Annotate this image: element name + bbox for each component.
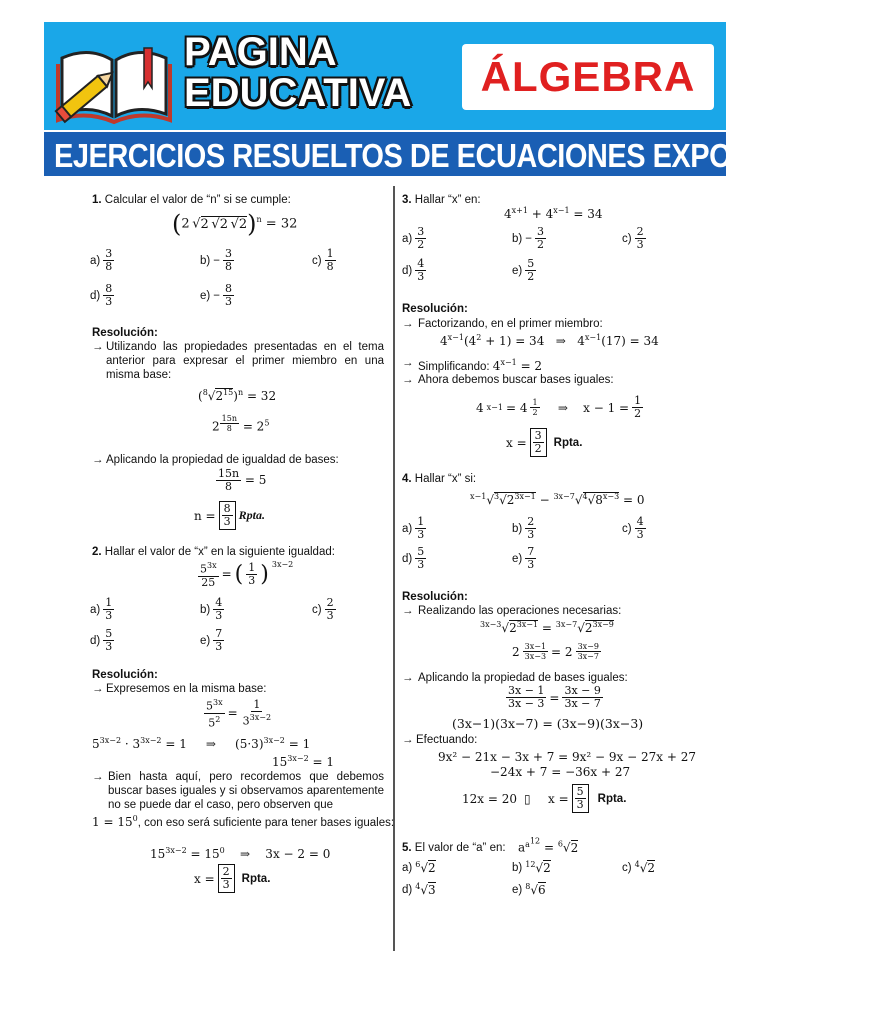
option-root-index: 8 xyxy=(525,882,531,891)
option-numerator: 3 xyxy=(536,225,544,238)
option-numerator: 3 xyxy=(417,225,425,238)
problem-5-option-d: d) $^4$√3 xyxy=(402,882,436,897)
problem-1-answer xyxy=(194,501,265,530)
option-label: c) xyxy=(622,522,632,535)
problem-4-text: Hallar “x” si: xyxy=(414,473,477,485)
problem-3-statement xyxy=(402,193,481,207)
option-numerator: 1 xyxy=(326,247,334,260)
problem-1-step-1: Utilizando las propiedades presentadas en el tema anterior para expresar el primer miembro en una misma base: xyxy=(106,341,384,381)
brand-line-1: PAGINA xyxy=(184,30,337,74)
problem-2-option-a xyxy=(90,597,114,622)
option-denominator: 3 xyxy=(417,558,425,571)
problem-3-eq-2: 4 x−1 = 4 $\frac{1}{2}$ ⇒ x − 1 = $\frac{1}{2}$ xyxy=(476,394,642,420)
option-numerator: 8 xyxy=(105,282,113,295)
brand-line-2: EDUCATIVA xyxy=(184,71,412,115)
problem-2-step-2b: , con eso será suficiente para tener bases iguales: xyxy=(137,817,395,829)
option-numerator: 4 xyxy=(215,596,223,609)
option-label: b) xyxy=(512,861,523,874)
problem-2-option-d xyxy=(90,628,114,653)
option-label: b) xyxy=(200,603,211,616)
problem-4-eq-7: 12x = 20 xyxy=(462,792,517,806)
problem-5-number: 5. xyxy=(402,842,412,854)
problem-5-equation: $a^{a^{12}} = ^6√2$ xyxy=(518,836,579,855)
option-numerator: 8 xyxy=(224,282,232,295)
problem-2-step-2-cont: $1 = 15^0$, con eso será suficiente para tener bases iguales: xyxy=(92,814,395,829)
option-root-index: 6 xyxy=(415,860,421,869)
option-root-index: 12 xyxy=(525,860,536,869)
problem-4-eq-5: 9x² − 21x − 3x + 7 = 9x² − 9x − 27x + 27 xyxy=(438,750,696,764)
problem-5-text: El valor de “a” en: xyxy=(414,842,506,854)
option-denominator: 8 xyxy=(105,260,113,273)
option-denominator: 3 xyxy=(417,270,425,283)
problem-3-option-c xyxy=(622,226,646,251)
option-denominator: 3 xyxy=(326,609,334,622)
option-denominator: 3 xyxy=(636,528,644,541)
problem-1-option-a xyxy=(90,248,114,273)
option-label: c) xyxy=(312,254,322,267)
answer-rpta-label: Rpta. xyxy=(238,508,265,522)
problem-3-option-a xyxy=(402,226,426,251)
problem-1-eq-exponents-rhs: = 5 xyxy=(244,473,267,487)
option-label: c) xyxy=(622,232,632,245)
option-sign: − xyxy=(213,254,220,267)
option-label: a) xyxy=(90,603,101,616)
option-denominator: 3 xyxy=(636,238,644,251)
problem-4-equation: $^{x-1}√^3√2^{3x-1} - ^{3x-7}√^4√8^{x-3} = 0$ xyxy=(470,492,645,507)
option-sign: − xyxy=(525,232,532,245)
problem-3-answer xyxy=(506,428,582,457)
option-denominator: 3 xyxy=(224,295,232,308)
problem-2-resolution-heading: Resolución: xyxy=(92,669,158,681)
option-label: b) xyxy=(512,232,523,245)
option-label: e) xyxy=(512,552,523,565)
option-denominator: 2 xyxy=(527,270,535,283)
problem-3-option-d xyxy=(402,258,426,283)
problem-1-option-c xyxy=(312,248,336,273)
arrow-icon: → xyxy=(92,341,104,353)
answer-denominator: 3 xyxy=(223,515,231,528)
problem-1-eq-exponents: $\frac{15n}{8}$ = 5 xyxy=(218,467,267,493)
answer-denominator: 2 xyxy=(534,442,542,455)
problem-4-number: 4. xyxy=(402,473,412,485)
problem-3-step-2-text: Simplificando: xyxy=(418,361,490,373)
problem-2-eq-4: $15^{3x-2} = 15^0$ ⇒ 3x − 2 = 0 xyxy=(150,846,331,861)
option-denominator: 8 xyxy=(224,260,232,273)
problem-3-option-b xyxy=(512,226,546,251)
option-denominator: 8 xyxy=(326,260,334,273)
option-label: d) xyxy=(90,289,101,302)
problem-3-eq-1: $4^{x-1}(4^2 + 1) = 34$ ⇒ $4^{x-1}(17) = 34$ xyxy=(440,333,659,348)
answer-rpta-label: Rpta. xyxy=(553,436,583,449)
answer-denominator: 3 xyxy=(222,878,230,891)
book-pencil-logo-icon xyxy=(54,28,174,128)
problem-2-text: Hallar el valor de “x” en la siguiente igualdad: xyxy=(104,546,335,558)
arrow-icon: → xyxy=(92,454,104,466)
option-denominator: 3 xyxy=(527,528,535,541)
option-label: e) xyxy=(512,883,523,896)
option-denominator: 2 xyxy=(536,238,544,251)
option-denominator: 3 xyxy=(215,609,223,622)
page-title: EJERCICIOS RESUELTOS DE ECUACIONES EXPONENCIALES xyxy=(54,138,894,175)
option-numerator: 4 xyxy=(636,515,644,528)
arrow-icon: → xyxy=(402,605,414,617)
option-label: a) xyxy=(90,254,101,267)
option-radicand: 2 xyxy=(647,861,655,875)
option-sign: − xyxy=(213,289,220,302)
option-denominator: 3 xyxy=(215,640,223,653)
subject-box xyxy=(462,44,714,110)
option-label: a) xyxy=(402,232,413,245)
problem-3-step-3: Ahora debemos buscar bases iguales: xyxy=(418,374,614,386)
arrow-icon: → xyxy=(92,683,104,695)
option-denominator: 2 xyxy=(417,238,425,251)
problem-1-number: 1. xyxy=(92,194,102,206)
problem-5-statement xyxy=(402,841,506,855)
option-denominator: 3 xyxy=(417,528,425,541)
answer-numerator: 3 xyxy=(534,429,542,442)
option-numerator: 7 xyxy=(527,545,535,558)
arrow-icon: → xyxy=(402,672,414,684)
problem-5-option-b: b) $^{12}$√2 xyxy=(512,860,551,875)
option-radicand: 3 xyxy=(427,883,436,897)
problem-4-answer xyxy=(548,784,626,813)
option-numerator: 2 xyxy=(326,596,334,609)
option-root-index: 4 xyxy=(634,860,640,869)
option-numerator: 3 xyxy=(105,247,113,260)
problem-1-statement xyxy=(92,193,291,207)
problem-3-resolution-heading: Resolución: xyxy=(402,303,468,315)
problem-4-option-e xyxy=(512,546,536,571)
problem-4-option-d xyxy=(402,546,426,571)
problem-3-number: 3. xyxy=(402,194,412,206)
option-label: b) xyxy=(512,522,523,535)
problem-4-eq-7-icon: ▯ xyxy=(524,792,531,806)
answer-numerator: 5 xyxy=(576,785,584,798)
problem-1-option-b xyxy=(200,248,234,273)
problem-2-option-c xyxy=(312,597,336,622)
problem-1-option-e xyxy=(200,283,234,308)
answer-rpta-label: Rpta. xyxy=(597,792,627,805)
option-numerator: 1 xyxy=(105,596,113,609)
option-radicand: 2 xyxy=(543,861,551,875)
problem-4-eq-3: $\frac{3x - 1}{3x - 3}$ = $\frac{3x - 9}{3x - 7}$ xyxy=(508,684,601,710)
arrow-icon: → xyxy=(402,734,414,746)
option-numerator: 5 xyxy=(105,627,113,640)
problem-1-option-d xyxy=(90,283,114,308)
arrow-icon: → xyxy=(402,318,414,330)
answer-prefix: x = xyxy=(194,871,215,886)
problem-1-eq-power-rhs: = 2 xyxy=(242,419,265,434)
brand-name xyxy=(184,30,412,115)
problem-3-equation: $4^{x+1} + 4^{x-1} = 34$ xyxy=(504,206,603,221)
option-label: a) xyxy=(402,522,413,535)
subject-label: ÁLGEBRA xyxy=(480,53,696,100)
problem-3-step-2: Simplificando: $4^{x-1} = 2$ xyxy=(418,358,543,373)
arrow-icon: → xyxy=(402,357,414,369)
option-label: d) xyxy=(402,883,413,896)
problem-4-option-a xyxy=(402,516,426,541)
problem-4-eq-2: 2 $\frac{3x-1}{3x-3}$ = 2 $\frac{3x-9}{3x-7}$ xyxy=(512,642,599,661)
problem-5-option-e: e) $^8$√6 xyxy=(512,882,546,897)
option-label: d) xyxy=(402,552,413,565)
problem-4-resolution-heading: Resolución: xyxy=(402,591,468,603)
problem-1-text: Calcular el valor de “n” si se cumple: xyxy=(104,194,291,206)
option-radicand: 2 xyxy=(427,861,436,875)
problem-1-resolution-heading: Resolución: xyxy=(92,327,158,339)
problem-1-rhs: = 32 xyxy=(265,216,298,232)
problem-4-step-2: Aplicando la propiedad de bases iguales: xyxy=(418,672,628,684)
option-numerator: 2 xyxy=(636,225,644,238)
option-numerator: 1 xyxy=(417,515,425,528)
problem-1-eq-base-rhs: = 32 xyxy=(246,389,277,403)
answer-numerator: 8 xyxy=(223,502,231,515)
option-root-index: 4 xyxy=(415,882,421,891)
answer-prefix: x = xyxy=(506,435,527,450)
option-denominator: 3 xyxy=(105,640,113,653)
option-label: c) xyxy=(312,603,322,616)
problem-2-eq-1: $\frac{5^{3x}}{5^2}$ = $\frac{1}{3^{3x-2}}$ xyxy=(206,697,272,730)
problem-4-statement xyxy=(402,472,476,486)
option-label: d) xyxy=(402,264,413,277)
problem-2-eq-2: $5^{3x-2} \cdot 3^{3x-2} = 1$ ⇒ $(5\cdot 3)^{3x-2} = 1$ xyxy=(92,736,311,751)
problem-5-option-c: c) $^4$√2 xyxy=(622,860,655,875)
option-numerator: 2 xyxy=(527,515,535,528)
option-numerator: 5 xyxy=(527,257,535,270)
option-label: a) xyxy=(402,861,413,874)
problem-4-eq-4: (3x−1)(3x−7) = (3x−9)(3x−3) xyxy=(452,716,644,731)
option-numerator: 7 xyxy=(215,627,223,640)
option-numerator: 3 xyxy=(224,247,232,260)
option-radicand: 6 xyxy=(537,883,546,897)
problem-3-option-e xyxy=(512,258,536,283)
option-label: e) xyxy=(512,264,523,277)
problem-2-equation: $\frac{5^{3x}}{25}$ = ( $\frac{1}{3}$ ) $^{3x-2}$ xyxy=(200,560,294,589)
problem-2-step-2: Bien hasta aquí, pero recordemos que debemos buscar bases iguales y si observamos aparentemente no se puede dar el caso, pero observen que xyxy=(108,771,384,811)
option-denominator: 3 xyxy=(105,295,113,308)
problem-4-step-1: Realizando las operaciones necesarias: xyxy=(418,605,622,617)
option-numerator: 5 xyxy=(417,545,425,558)
answer-denominator: 3 xyxy=(576,798,584,811)
problem-1-eq-power: 2 $^{\frac{15n}{8}}$ = $2^5$ xyxy=(212,414,270,434)
problem-2-number: 2. xyxy=(92,546,102,558)
option-label: d) xyxy=(90,634,101,647)
problem-4-eq-6: −24x + 7 = −36x + 27 xyxy=(490,765,631,779)
option-denominator: 3 xyxy=(105,609,113,622)
answer-rpta-label: Rpta. xyxy=(241,872,271,885)
answer-prefix: x = xyxy=(548,791,569,806)
problem-1-eq-base: $(^8√2^{15})^n = 32$ xyxy=(198,388,277,403)
option-label: b) xyxy=(200,254,211,267)
option-label: c) xyxy=(622,861,632,874)
answer-numerator: 2 xyxy=(222,865,230,878)
column-divider xyxy=(393,186,395,951)
problem-4-option-b xyxy=(512,516,536,541)
problem-2-statement xyxy=(92,545,335,559)
option-denominator: 3 xyxy=(527,558,535,571)
problem-2-step-1: Expresemos en la misma base: xyxy=(106,683,267,695)
problem-1-equation: (2 √2 √2 √2)$^n$ = 32 xyxy=(172,210,298,238)
option-label: e) xyxy=(200,634,211,647)
problem-2-answer xyxy=(194,864,270,893)
arrow-icon: → xyxy=(92,771,104,783)
problem-2-option-e xyxy=(200,628,224,653)
answer-prefix: n = xyxy=(194,508,216,523)
problem-2-eq-3: $15^{3x-2} = 1$ xyxy=(272,754,335,769)
problem-4-step-3: Efectuando: xyxy=(416,734,478,746)
problem-1-step-2: Aplicando la propiedad de igualdad de bases: xyxy=(106,454,339,466)
problem-3-text: Hallar “x” en: xyxy=(414,194,481,206)
problem-2-option-b xyxy=(200,597,224,622)
problem-3-step-1: Factorizando, en el primer miembro: xyxy=(418,318,603,330)
page-header xyxy=(44,22,894,176)
arrow-icon: → xyxy=(402,374,414,386)
problem-5-option-a: a) $^6$√2 xyxy=(402,860,436,875)
problem-4-option-c xyxy=(622,516,646,541)
problem-4-eq-1: $^{3x-3}√2^{3x-1} = ^{3x-7}√2^{3x-9}$ xyxy=(480,620,614,635)
option-numerator: 4 xyxy=(417,257,425,270)
option-label: e) xyxy=(200,289,211,302)
